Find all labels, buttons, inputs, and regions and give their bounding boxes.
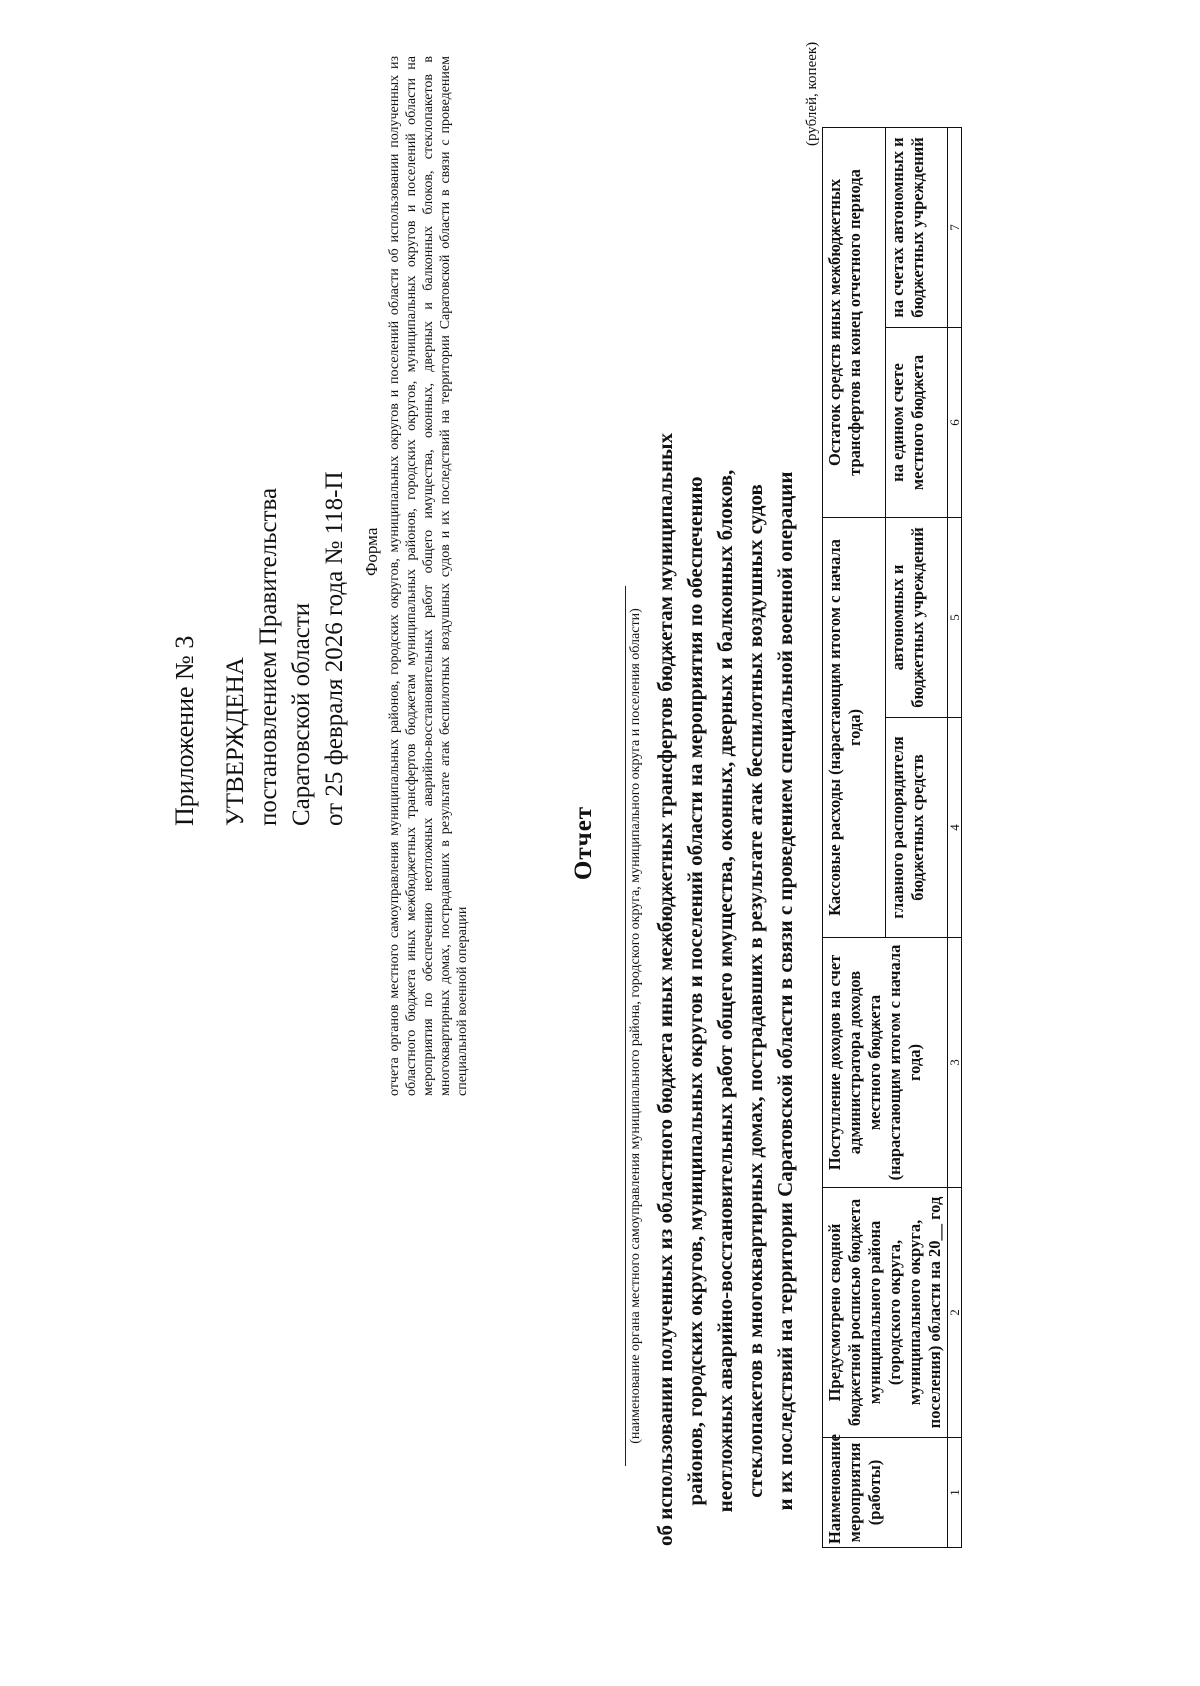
approved-stamp-text: УТВЕРЖДЕНА xyxy=(222,657,249,826)
approval-block xyxy=(168,186,351,826)
column-number: 3 xyxy=(948,938,962,1188)
column-number: 1 xyxy=(948,1438,962,1548)
column-number: 5 xyxy=(948,517,962,717)
form-description: отчета органов местного самоуправления муниципальных районов, городских округов, муниципальных округов и поселений области об использовании полученных из областного бюджета иных межбюджетных трансфертов бюджетам муниципальных районов, городских округов, муниципальных округов и поселений области на мероприятия по обеспечению неотложных аварийно-восстановительных работ общего имущества, оконных, дверных и балконных блоков, стеклопакетов в многоквартирных домах, пострадавших в результате атак беспилотных воздушных судов и их последствий на территории Саратовской области в связи с проведением специальной военной операции xyxy=(387,56,470,1096)
organization-fill-line xyxy=(625,586,626,1466)
header-cell-revenue: Поступление доходов на счет администратора доходов местного бюджета (нарастающим итогом с начала года) xyxy=(823,938,948,1188)
column-number: 7 xyxy=(948,127,962,327)
header-cell-main-manager: главного распорядителя бюджетных средств xyxy=(885,718,948,938)
column-number: 2 xyxy=(948,1188,962,1438)
header-cell-institutions: автономных и бюджетных учреждений xyxy=(885,517,948,717)
header-cell-planned: Предусмотрено сводной бюджетной росписью бюджета муниципального района (городского округа, муниципального округа, поселения) области на 20__ год xyxy=(823,1188,948,1438)
header-cell-balance: Остаток средств иных межбюджетных трансфертов на конец отчетного периода xyxy=(823,127,886,517)
subject-line: стеклопакетов в многоквартирных домах, пострадавших в результате атак беспилотных воздушных судов xyxy=(743,484,767,1498)
subject-line: районов, городских округов, муниципальных округов и поселений области на мероприятия по обеспечению xyxy=(683,476,707,1506)
appendix-number: Приложение № 3 xyxy=(170,635,199,826)
decree-line: постановлением Правительства xyxy=(255,487,282,826)
organization-name-field xyxy=(625,516,644,1536)
report-table xyxy=(822,127,962,1548)
organization-caption: (наименование органа местного самоуправления муниципального района, городского округа, муниципального округа и поселения области) xyxy=(628,608,643,1444)
header-cell-cash-expenses: Кассовые расходы (нарастающим итогом с начала года) xyxy=(823,517,886,937)
column-number: 4 xyxy=(948,718,962,938)
subject-line: и их последствий на территории Саратовской области в связи с проведением специальной военной операции xyxy=(773,471,797,1511)
report-title: Отчет xyxy=(570,805,597,881)
decree-date-line: от 25 февраля 2026 года № 118-П xyxy=(321,471,348,826)
header-cell-institution-accounts: на счетах автономных и бюджетных учреждений xyxy=(885,127,948,327)
units-note: (рублей, копеек) xyxy=(804,41,820,146)
header-cell-single-account: на едином счете местного бюджета xyxy=(885,327,948,517)
subject-line: неотложных аварийно-восстановительных работ общего имущества, оконных, дверных и балконных блоков, xyxy=(713,469,737,1513)
report-subject xyxy=(650,433,800,1546)
column-number: 6 xyxy=(948,327,962,517)
decree-line: Саратовской области xyxy=(288,602,315,826)
header-cell-activity-name: Наименование мероприятия (работы) xyxy=(823,1438,948,1548)
form-label: Форма xyxy=(362,527,381,576)
table-header-row xyxy=(823,127,886,1547)
subject-line: об использовании полученных из областного бюджета иных межбюджетных трансфертов бюджетам муниципальных xyxy=(653,433,677,1546)
table-column-numbers-row xyxy=(948,127,962,1547)
